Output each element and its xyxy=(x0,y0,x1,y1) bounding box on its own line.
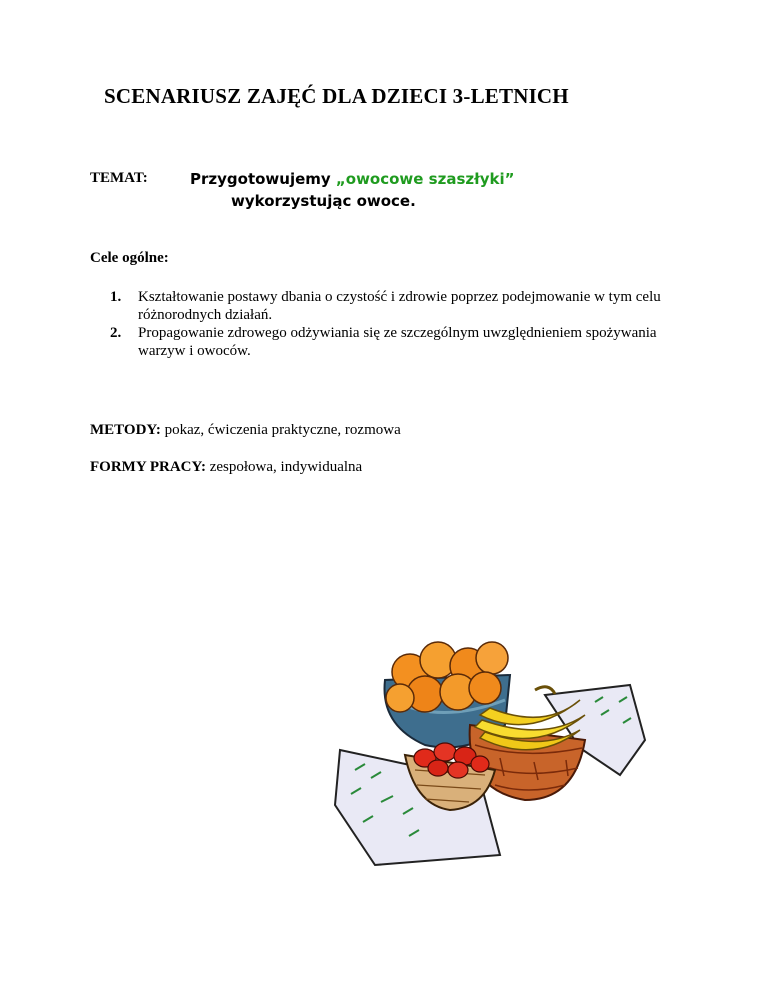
fruit-basket-icon xyxy=(330,630,650,870)
goal-text: Kształtowanie postawy dbania o czystość i zdrowie poprzez podejmowanie w tym celu różnorodnych działań. xyxy=(138,289,661,323)
topic-highlight: „owocowe szaszłyki” xyxy=(335,170,515,188)
strawberry xyxy=(471,756,489,772)
topic-text xyxy=(190,168,514,212)
work-forms-label: FORMY PRACY: xyxy=(90,459,206,475)
strawberry xyxy=(428,760,448,776)
topic-label: TEMAT: xyxy=(90,170,148,186)
methods-line xyxy=(90,422,401,439)
goals-list xyxy=(110,288,690,360)
strawberry xyxy=(434,743,456,761)
goal-number: 2. xyxy=(110,325,122,341)
goal-item xyxy=(110,324,690,360)
strawberry xyxy=(448,762,468,778)
orange xyxy=(386,684,414,712)
topic-line-2: wykorzystując owoce. xyxy=(231,192,416,210)
document-title: SCENARIUSZ ZAJĘĆ DLA DZIECI 3-LETNICH xyxy=(104,84,569,108)
goal-item xyxy=(110,288,690,324)
methods-value: pokaz, ćwiczenia praktyczne, rozmowa xyxy=(164,422,401,438)
work-forms-line xyxy=(90,459,362,476)
goals-heading: Cele ogólne: xyxy=(90,250,169,266)
methods-label: METODY: xyxy=(90,422,161,438)
topic-line-1 xyxy=(190,168,514,190)
work-forms-value: zespołowa, indywidualna xyxy=(209,459,363,475)
orange xyxy=(476,642,508,674)
topic-prefix: Przygotowujemy xyxy=(190,170,336,188)
goal-text: Propagowanie zdrowego odżywiania się ze szczególnym uwzględnieniem spożywania warzyw i owoców. xyxy=(138,325,657,359)
orange xyxy=(469,672,501,704)
goal-number: 1. xyxy=(110,289,122,305)
